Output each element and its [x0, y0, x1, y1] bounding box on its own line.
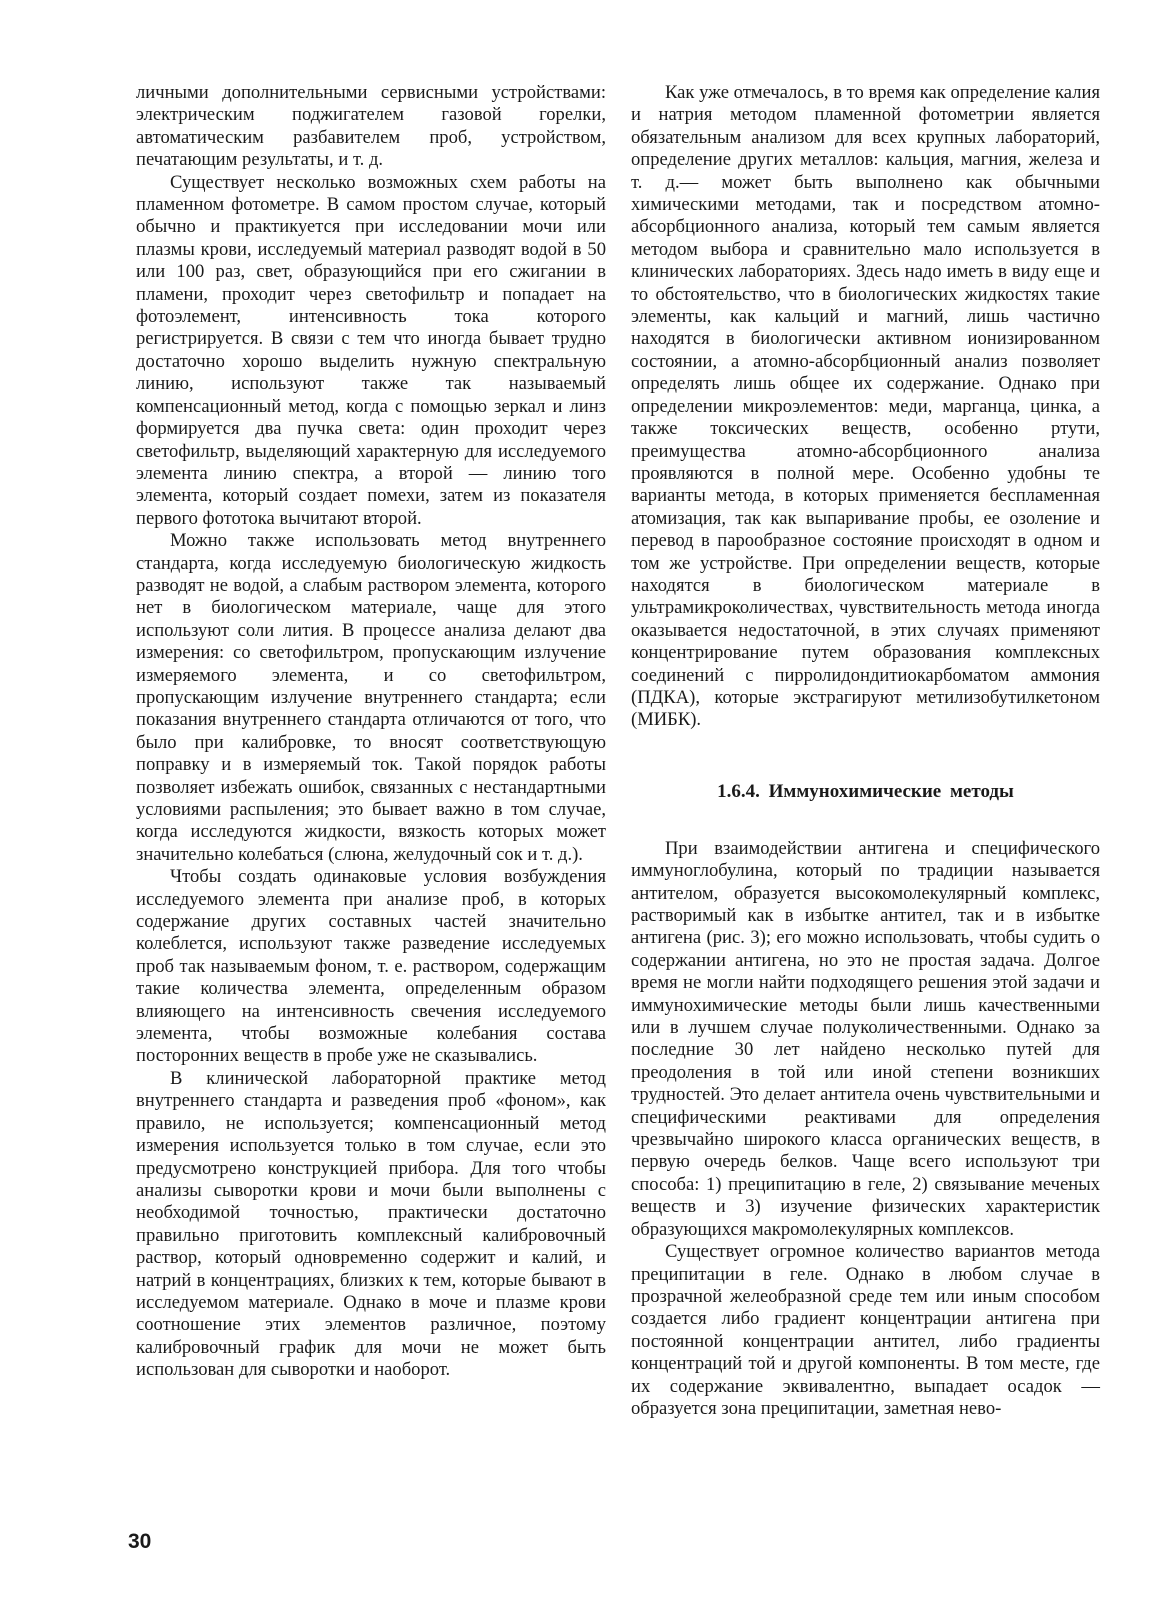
- section-heading: 1.6.4. Иммунохимические методы: [717, 780, 1014, 802]
- paragraph-flame-photometer-schemes: Существует несколько возможных схем работы на пламенном фотометре. В самом простом случае, который обычно и практикуется при исследовании мочи или плазмы крови, исследуемый материал разводят водой в 50 или 100 раз, свет, образующийся при его сжигании в пламени, проходит через светофильтр и попадает на фотоэлемент, интенсивность тока которого регистрируется. В связи с тем что иногда бывает трудно достаточно хорошо выделить нужную спектральную линию, используют также так называемый компенсационный метод, когда с помощью зеркал и линз формируется два пучка света: один проходит через светофильтр, выделяющий характерную для исследуемого элемента линию спектра, а второй — линию того элемента, который создает помехи, затем из показателя первого фототока вычитают второй.: [136, 171, 606, 529]
- paragraph-continuation: личными дополнительными сервисными устройствами: электрическим поджигателем газовой горелки, автоматическим разбавителем проб, устройством, печатающим результаты, и т. д.: [136, 82, 606, 171]
- paragraph-clinical-practice: В клинической лабораторной практике метод внутреннего стандарта и разведения проб «фоном», как правило, не используется; компенсационный метод измерения используется только в том случае, если это предусмотрено конструкцией прибора. Для того чтобы анализы сыворотки крови и мочи были выполнены с необходимой точностью, практически достаточно правильно приготовить комплексный калибровочный раствор, который одновременно содержит и калий, и натрий в концентрациях, близких к тем, которые бывают в исследуемом материале. Однако в моче и плазме крови соотношение этих элементов различное, поэтому калибровочный график для мочи не может быть использован для сыворотки и наоборот.: [136, 1067, 606, 1381]
- paragraph-atomic-absorption: Как уже отмечалось, в то время как определение калия и натрия методом пламенной фотометрии является обязательным анализом для всех крупных лабораторий, определение других металлов: кальция, магния, железа и т. д.— может быть выполнено как обычными химическими методами, так и посредством атомно-абсорбционного анализа, который тем самым является методом выбора и сравнительно мало используется в клинических лабораториях. Здесь надо иметь в виду еще и то обстоятельство, что в биологических жидкостях такие элементы, как кальций и магний, лишь частично находятся в биологически активном ионизированном состоянии, а атомно-абсорбционный анализ позволяет определять лишь общее их содержание. Однако при определении микроэлементов: меди, марганца, цинка, а также токсических веществ, особенно ртути, преимущества атомно-абсорбционного анализа проявляются в полной мере. Особенно удобны те варианты метода, в которых применяется беспламенная атомизация, так как выпаривание пробы, ее озоление и перевод в парообразное состояние происходят в одном и том же устройстве. При определении веществ, которые находятся в биологическом материале в ультрамикроколичествах, чувствительность метода иногда оказывается недостаточной, в этих случаях применяют концентрирование путем образования комплексных соединений с пирролидондитиокарбоматом аммония (ПДКА), которые экстрагируют метилизобутилкетоном (МИБК).: [631, 82, 1101, 731]
- paragraph-gel-precipitation: Существует огромное количество вариантов метода преципитации в геле. Однако в любом случае в прозрачной желеобразной среде тем или иным способом создается либо градиент концентрации антигена при постоянной концентрации антител, либо градиенты концентраций той и другой компоненты. В том месте, где их содержание эквивалентно, выпадает осадок — образуется зона преципитации, заметная нево-: [631, 1241, 1100, 1419]
- right-column: [631, 82, 1100, 1420]
- paragraph-background-dilution: Чтобы создать одинаковые условия возбуждения исследуемого элемента при анализе проб, в которых содержание других составных частей значительно колеблется, используют также разведение исследуемых проб так называемым фоном, т. е. раствором, содержащим такие количества элемента, определенным образом влияющего на интенсивность свечения исследуемого элемента, чтобы возможные колебания состава посторонних веществ в пробе уже не сказывались.: [136, 866, 606, 1067]
- paragraph-immunochemistry-intro: При взаимодействии антигена и специфического иммуноглобулина, который по традиции называется антителом, образуется высокомолекулярный комплекс, растворимый как в избытке антител, так и в избытке антигена (рис. 3); его можно использовать, чтобы судить о содержании антигена, но это не простая задача. Долгое время не могли найти подходящего решения этой задачи и иммунохимические методы были лишь качественными или в лучшем случае полуколичественными. Однако за последние 30 лет найдено несколько путей для преодоления в той или иной степени возникших трудностей. Это делает антитела очень чувствительными и специфическими реактивами для определения чрезвычайно широкого класса органических веществ, в первую очередь белков. Чаще всего используют три способа: 1) преципитацию в геле, 2) связывание меченых веществ и 3) изучение физических характеристик образующихся макромолекулярных комплексов.: [631, 837, 1100, 1240]
- paragraph-internal-standard: Можно также использовать метод внутреннего стандарта, когда исследуемую биологическую жидкость разводят не водой, а слабым раствором элемента, которого нет в биологическом материале, чаще для этого используют соли лития. В процессе анализа делают два измерения: со светофильтром, пропускающим излучение измеряемого элемента, и со светофильтром, пропускающим излучение внутреннего стандарта; если показания внутреннего стандарта отличаются от того, что было при калибровке, то вносят соответствующую поправку и в измеряемый ток. Такой порядок работы позволяет избежать ошибок, связанных с нестандартными условиями распыления; это бывает важно в том случае, когда исследуются жидкости, вязкость которых может значительно колебаться (слюна, желудочный сок и т. д.).: [136, 530, 606, 865]
- page-number: 30: [128, 1530, 152, 1553]
- left-column: [136, 82, 606, 1382]
